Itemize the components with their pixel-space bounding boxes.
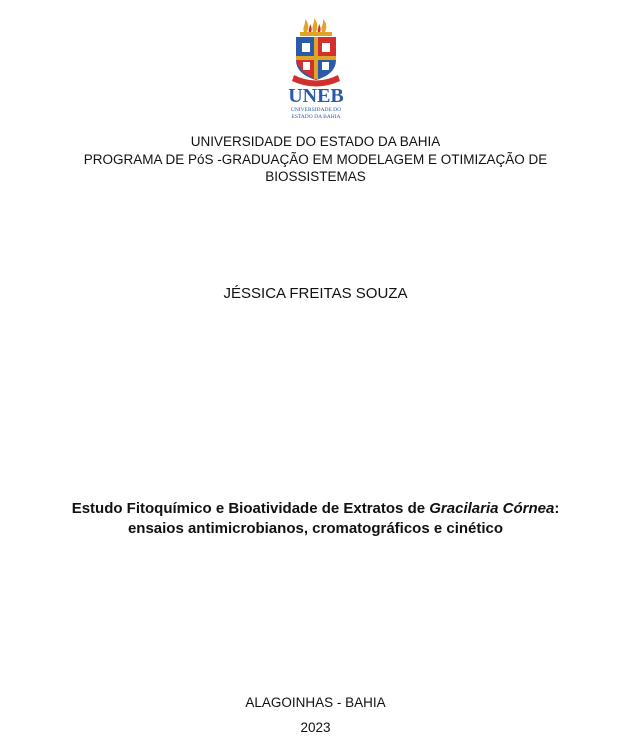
- logo-acronym: UNEB: [288, 85, 344, 107]
- author-name: JÉSSICA FREITAS SOUZA: [223, 285, 408, 302]
- title-part2: : ensaios antimicrobianos, cromatográficos e cinético: [127, 500, 560, 537]
- program-name: PROGRAMA DE PóS -GRADUAÇÃO EM MODELAGEM E OTIMIZAÇÃO DE BIOSSISTEMAS: [83, 152, 548, 184]
- title-species: Gracilaria Córnea: [429, 500, 555, 517]
- city-state: ALAGOINHAS - BAHIA: [245, 695, 386, 710]
- thesis-title: [60, 499, 571, 539]
- title-part1: Estudo Fitoquímico e Bioatividade de Extratos de: [71, 500, 430, 517]
- logo-subtitle-line2: ESTADO DA BAHIA: [291, 114, 341, 120]
- university-logo: [282, 18, 350, 122]
- year: 2023: [300, 720, 331, 735]
- uneb-crest-icon: [282, 18, 350, 122]
- university-name: UNIVERSIDADE DO ESTADO DA BAHIA: [190, 134, 441, 149]
- logo-subtitle-line1: UNIVERSIDADE DO: [290, 107, 342, 113]
